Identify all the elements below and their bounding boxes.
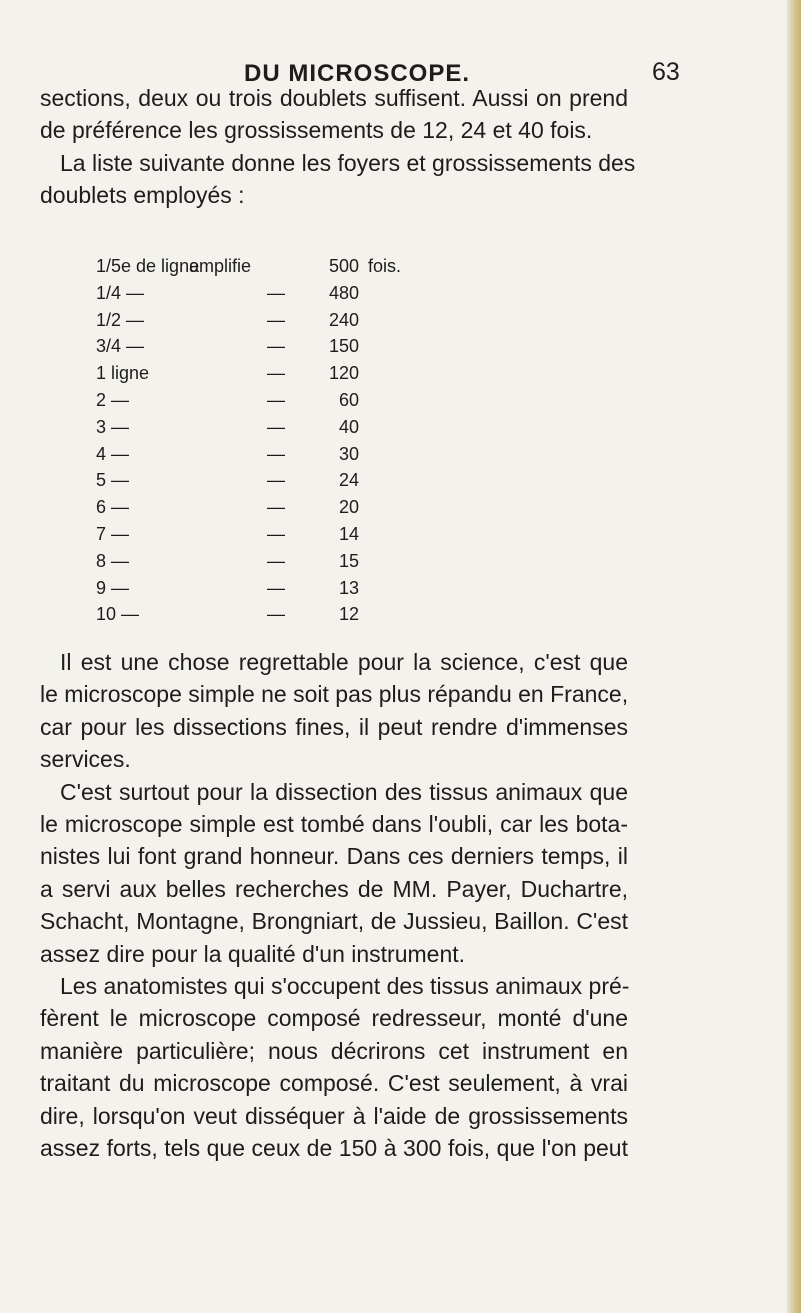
text-line: sections, deux ou trois doublets suffisent. Aussi on prend	[40, 85, 628, 111]
magnification-value: 15	[338, 550, 359, 571]
text-line: assez dire pour la qualité d'un instrument.	[40, 940, 466, 967]
magnification-value: 240	[328, 309, 359, 330]
magnification-value: 480	[328, 282, 359, 303]
magnification-value: 12	[338, 604, 359, 625]
text-line: de préférence les grossissements de 12, 24 et 40 fois.	[40, 117, 593, 144]
paragraph	[40, 646, 628, 776]
focal-length: 1/2 —	[96, 309, 145, 330]
running-title: DU MICROSCOPE.	[244, 60, 471, 87]
ditto-mark: —	[267, 523, 285, 544]
table-row	[96, 336, 556, 363]
text-line: La liste suivante donne les foyers et grossissements des	[60, 149, 636, 176]
focal-length: 4 —	[96, 443, 130, 464]
focal-length: 7 —	[96, 523, 130, 544]
focal-length: 3/4 —	[96, 336, 145, 357]
ditto-mark: —	[267, 363, 285, 384]
ditto-mark: —	[267, 336, 285, 357]
ditto-mark: —	[267, 497, 285, 518]
text-line: dire, lorsqu'on veut disséquer à l'aide de grossissements	[40, 1102, 628, 1129]
table-row	[96, 551, 556, 578]
ditto-mark: —	[267, 309, 285, 330]
magnification-value: 60	[338, 389, 359, 410]
focal-length: 3 —	[96, 416, 130, 437]
magnification-value: 30	[338, 443, 359, 464]
text-line: services.	[40, 746, 131, 773]
text-block-top	[40, 82, 636, 212]
table-row	[96, 497, 556, 524]
table-row	[96, 256, 556, 283]
ditto-mark: —	[267, 604, 285, 625]
table-row	[96, 363, 556, 390]
text-line: manière particulière; nous décrirons cet instrument en	[40, 1037, 628, 1064]
magnification-value: 40	[338, 416, 359, 437]
table-row	[96, 578, 556, 605]
ditto-mark: —	[267, 416, 285, 437]
paragraph	[40, 970, 628, 1164]
magnification-value: 150	[328, 336, 359, 357]
paragraph	[40, 82, 628, 147]
focal-length: 1/4 —	[96, 282, 145, 303]
text-line: C'est surtout pour la dissection des tissus animaux que	[60, 778, 628, 805]
paragraph	[40, 147, 636, 212]
table-row	[96, 444, 556, 471]
ditto-mark: —	[267, 443, 285, 464]
table-row	[96, 283, 556, 310]
focal-length: 2 —	[96, 389, 130, 410]
focal-length: 8 —	[96, 550, 130, 571]
ditto-mark: —	[267, 550, 285, 571]
table-row	[96, 390, 556, 417]
ditto-mark: —	[267, 389, 285, 410]
text-line: Schacht, Montagne, Brongniart, de Jussieu, Baillon. C'est	[40, 908, 628, 935]
ditto-mark: —	[267, 577, 285, 598]
text-line: fèrent le microscope composé redresseur, monté d'une	[40, 1005, 628, 1032]
magnification-value: 500	[328, 256, 359, 276]
table-row	[96, 524, 556, 551]
text-line: doublets employés :	[40, 182, 245, 209]
text-block-bottom	[40, 646, 628, 1165]
text-line: traitant du microscope composé. C'est seulement, à vrai	[40, 1070, 628, 1097]
magnification-value: 20	[338, 497, 359, 518]
text-line: Les anatomistes qui s'occupent des tissus animaux pré-	[60, 973, 630, 1000]
doublet-table	[96, 256, 556, 631]
paragraph	[40, 776, 628, 970]
focal-length: 10 —	[96, 604, 140, 625]
text-line: le microscope simple est tombé dans l'oubli, car les bota-	[40, 811, 628, 838]
focal-length: 5 —	[96, 470, 130, 491]
text-line: a servi aux belles recherches de MM. Payer, Duchartre,	[40, 875, 628, 902]
text-line: assez forts, tels que ceux de 150 à 300 fois, que l'on peut	[40, 1135, 628, 1162]
text-line: Il est une chose regrettable pour la science, c'est que	[60, 649, 628, 675]
text-line: nistes lui font grand honneur. Dans ces derniers temps, il	[40, 843, 628, 870]
focal-length: 1 ligne	[96, 363, 150, 384]
page-number: 63	[652, 58, 680, 86]
amplifie-label: amplifie	[189, 256, 252, 276]
page-edge	[787, 0, 801, 1313]
text-line: le microscope simple ne soit pas plus répandu en France,	[40, 681, 629, 708]
table-row	[96, 417, 556, 444]
unit-label: fois.	[368, 256, 402, 276]
magnification-value: 24	[338, 470, 359, 491]
table-row	[96, 310, 556, 337]
focal-length: 6 —	[96, 497, 130, 518]
magnification-value: 14	[338, 523, 359, 544]
focal-length: 1/5e de ligne	[96, 256, 200, 276]
table-row	[96, 604, 556, 631]
ditto-mark: —	[267, 282, 285, 303]
magnification-value: 13	[338, 577, 359, 598]
magnification-value: 120	[328, 363, 359, 384]
ditto-mark: —	[267, 470, 285, 491]
text-line: car pour les dissections fines, il peut rendre d'immenses	[40, 713, 628, 740]
table-row	[96, 470, 556, 497]
focal-length: 9 —	[96, 577, 130, 598]
